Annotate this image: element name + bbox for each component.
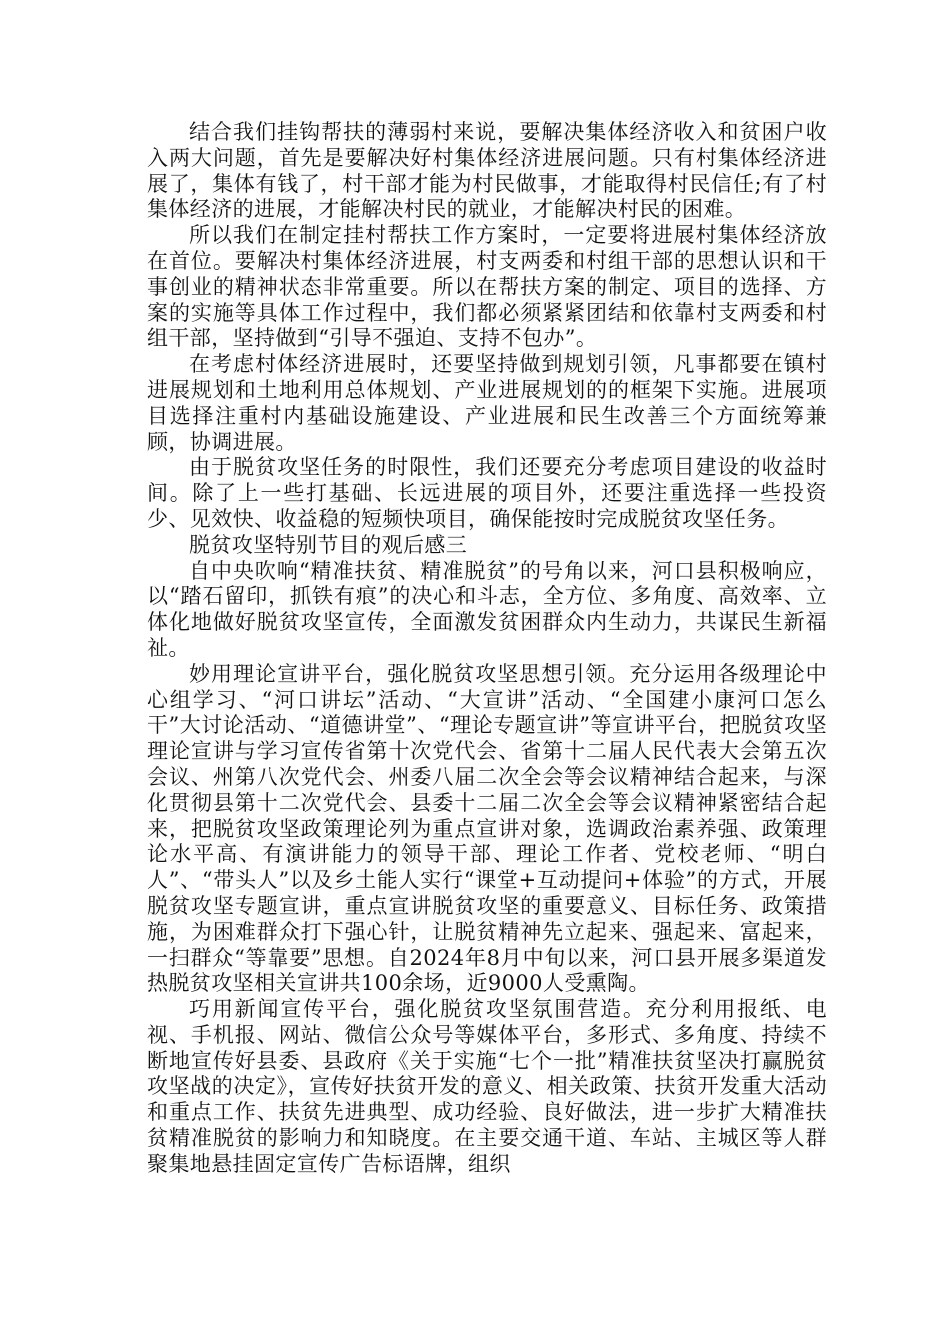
paragraph-4: 由于脱贫攻坚任务的时限性，我们还要充分考虑项目建设的收益时间。除了上一些打基础、长远进展的项目外，还要注重选择一些投资少、见效快、收益稳的短频快项目，确保能按时完成脱贫攻坚任务。: [147, 455, 827, 531]
section-paragraph-2: 妙用理论宣讲平台，强化脱贫攻坚思想引领。充分运用各级理论中心组学习、“河口讲坛”活动、“大宣讲”活动、“全国建小康河口怎么干”大讨论活动、“道德讲堂”、“理论专题宣讲”等宣讲平台，把脱贫攻坚理论宣讲与学习宣传省第十次党代会、省第十二届人民代表大会第五次会议、州第八次党代会、州委八届二次全会等会议精神结合起来，与深化贯彻县第十二次党代会、县委十二届二次全会等会议精神紧密结合起来，把脱贫攻坚政策理论列为重点宣讲对象，选调政治素养强、政策理论水平高、有演讲能力的领导干部、理论工作者、党校老师、“明白人”、“带头人”以及乡土能人实行“课堂+互动提问+体验”的方式，开展脱贫攻坚专题宣讲，重点宣讲脱贫攻坚的重要意义、目标任务、政策措施，为困难群众打下强心针，让脱贫精神先立起来、强起来、富起来，一扫群众“等靠要”思想。自2024年8月中旬以来，河口县开展多渠道发热脱贫攻坚相关宣讲共100余场，近9000人受熏陶。: [147, 661, 827, 996]
document-page: [147, 120, 827, 1178]
paragraph-1: 结合我们挂钩帮扶的薄弱村来说，要解决集体经济收入和贫困户收入两大问题，首先是要解决好村集体经济进展问题。只有村集体经济进展了，集体有钱了，村干部才能为村民做事，才能取得村民信任;有了村集体经济的进展，才能解决村民的就业，才能解决村民的困难。: [147, 120, 827, 222]
section-paragraph-3: 巧用新闻宣传平台，强化脱贫攻坚氛围营造。充分利用报纸、电视、手机报、网站、微信公众号等媒体平台，多形式、多角度、持续不断地宣传好县委、县政府《关于实施“七个一批”精准扶贫坚决打赢脱贫攻坚战的决定》，宣传好扶贫开发的意义、相关政策、扶贫开发重大活动和重点工作、扶贫先进典型、成功经验、良好做法，进一步扩大精准扶贫精准脱贫的影响力和知晓度。在主要交通干道、车站、主城区等人群聚集地悬挂固定宣传广告标语牌，组织: [147, 997, 827, 1176]
paragraph-3: 在考虑村体经济进展时，还要坚持做到规划引领，凡事都要在镇村进展规划和土地利用总体规划、产业进展规划的的框架下实施。进展项目选择注重村内基础设施建设、产业进展和民生改善三个方面统筹兼顾，协调进展。: [147, 352, 827, 454]
section-title: 脱贫攻坚特别节目的观后感三: [189, 532, 468, 557]
section-paragraph-1: 自中央吹响“精准扶贫、精准脱贫”的号角以来，河口县积极响应，以“踏石留印，抓铁有痕”的决心和斗志，全方位、多角度、高效率、立体化地做好脱贫攻坚宣传，全面激发贫困群众内生动力，共谋民生新福祉。: [147, 558, 827, 660]
paragraph-2: 所以我们在制定挂村帮扶工作方案时，一定要将进展村集体经济放在首位。要解决村集体经济进展，村支两委和村组干部的思想认识和干事创业的精神状态非常重要。所以在帮扶方案的制定、项目的选择、方案的实施等具体工作过程中，我们都必须紧紧团结和依靠村支两委和村组干部，坚持做到“引导不强迫、支持不包办”。: [147, 223, 827, 351]
